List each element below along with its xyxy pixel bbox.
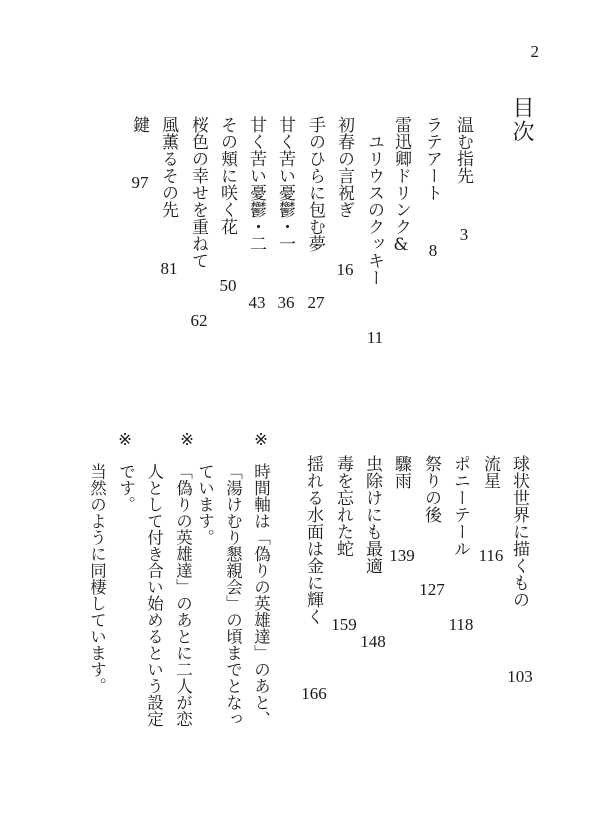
toc-entry-title: 桜色の幸せを重ねて [188, 116, 208, 269]
toc-entry-title: 甘く苦い憂鬱・一 [275, 116, 295, 252]
toc-entry-title: ユリウスのクッキー [364, 133, 384, 286]
toc-entry-page: 118 [448, 615, 474, 634]
toc-entry-page: 148 [360, 632, 386, 651]
toc-entry-page: 8 [428, 241, 438, 260]
toc-entry-page: 16 [336, 260, 354, 279]
toc-entry-page: 116 [478, 546, 504, 565]
note-mark: ※ [115, 430, 135, 449]
toc-entry-title: 甘く苦い憂鬱・二 [246, 116, 266, 252]
toc-entry-page: 62 [190, 311, 208, 330]
toc-entry-title: 雷迅卿ドリンク& [391, 116, 411, 255]
toc-entry-title: 鍵 [129, 116, 149, 133]
toc-entry-title: 毒を忘れた蛇 [333, 455, 353, 557]
toc-entry-page: 36 [277, 293, 295, 312]
note-mark: ※ [177, 430, 197, 449]
toc-entry-title: ラテアート [422, 116, 442, 201]
note-mark: ※ [251, 430, 271, 449]
toc-entry-page: 103 [507, 667, 533, 686]
toc-entry-page: 27 [307, 293, 325, 312]
note-line: 時間軸は「偽りの英雄達」のあと、 [251, 463, 271, 727]
toc-title: 目次 [509, 96, 534, 144]
toc-entry-page: 127 [419, 580, 445, 599]
toc-entry-title: ポニーテール [450, 455, 470, 557]
toc-entry-title: 揺れる水面は金に輝く [303, 455, 323, 625]
page-number: 2 [530, 42, 539, 61]
note-line: ています。 [195, 463, 215, 546]
toc-entry-page: 81 [160, 259, 178, 278]
toc-entry-title: 手のひらに包む夢 [305, 116, 325, 252]
toc-entry-title: 祭りの後 [421, 455, 441, 523]
toc-entry-title: 虫除けにも最適 [362, 455, 382, 574]
toc-entry-page: 139 [389, 546, 415, 565]
toc-entry-page: 97 [131, 173, 149, 192]
note-line: 人として付き合い始めるという設定 [144, 463, 164, 727]
toc-entry-title: その頬に咲く花 [217, 116, 237, 235]
toc-entry-title: 流星 [480, 455, 500, 489]
toc-entry-title: 温む指先 [453, 116, 473, 184]
toc-entry-page: 159 [331, 615, 357, 634]
note-line: 「偽りの英雄達」のあとに二人が恋 [173, 463, 193, 727]
toc-entry-title: 風薫るその先 [158, 116, 178, 218]
toc-entry-title: 球状世界に描くもの [509, 455, 529, 608]
toc-entry-title: 初春の言祝ぎ [334, 116, 354, 218]
note-line: 「湯けむり懇親会」の頃までとなっ [223, 463, 243, 727]
note-line: 当然のように同棲しています。 [87, 463, 107, 694]
toc-entry-page: 50 [219, 276, 237, 295]
note-line: です。 [116, 463, 136, 513]
toc-entry-page: 43 [248, 293, 266, 312]
toc-entry-page: 3 [459, 225, 469, 244]
toc-entry-page: 11 [366, 328, 384, 347]
toc-entry-page: 166 [301, 684, 327, 703]
toc-entry-title: 驟雨 [391, 455, 411, 489]
